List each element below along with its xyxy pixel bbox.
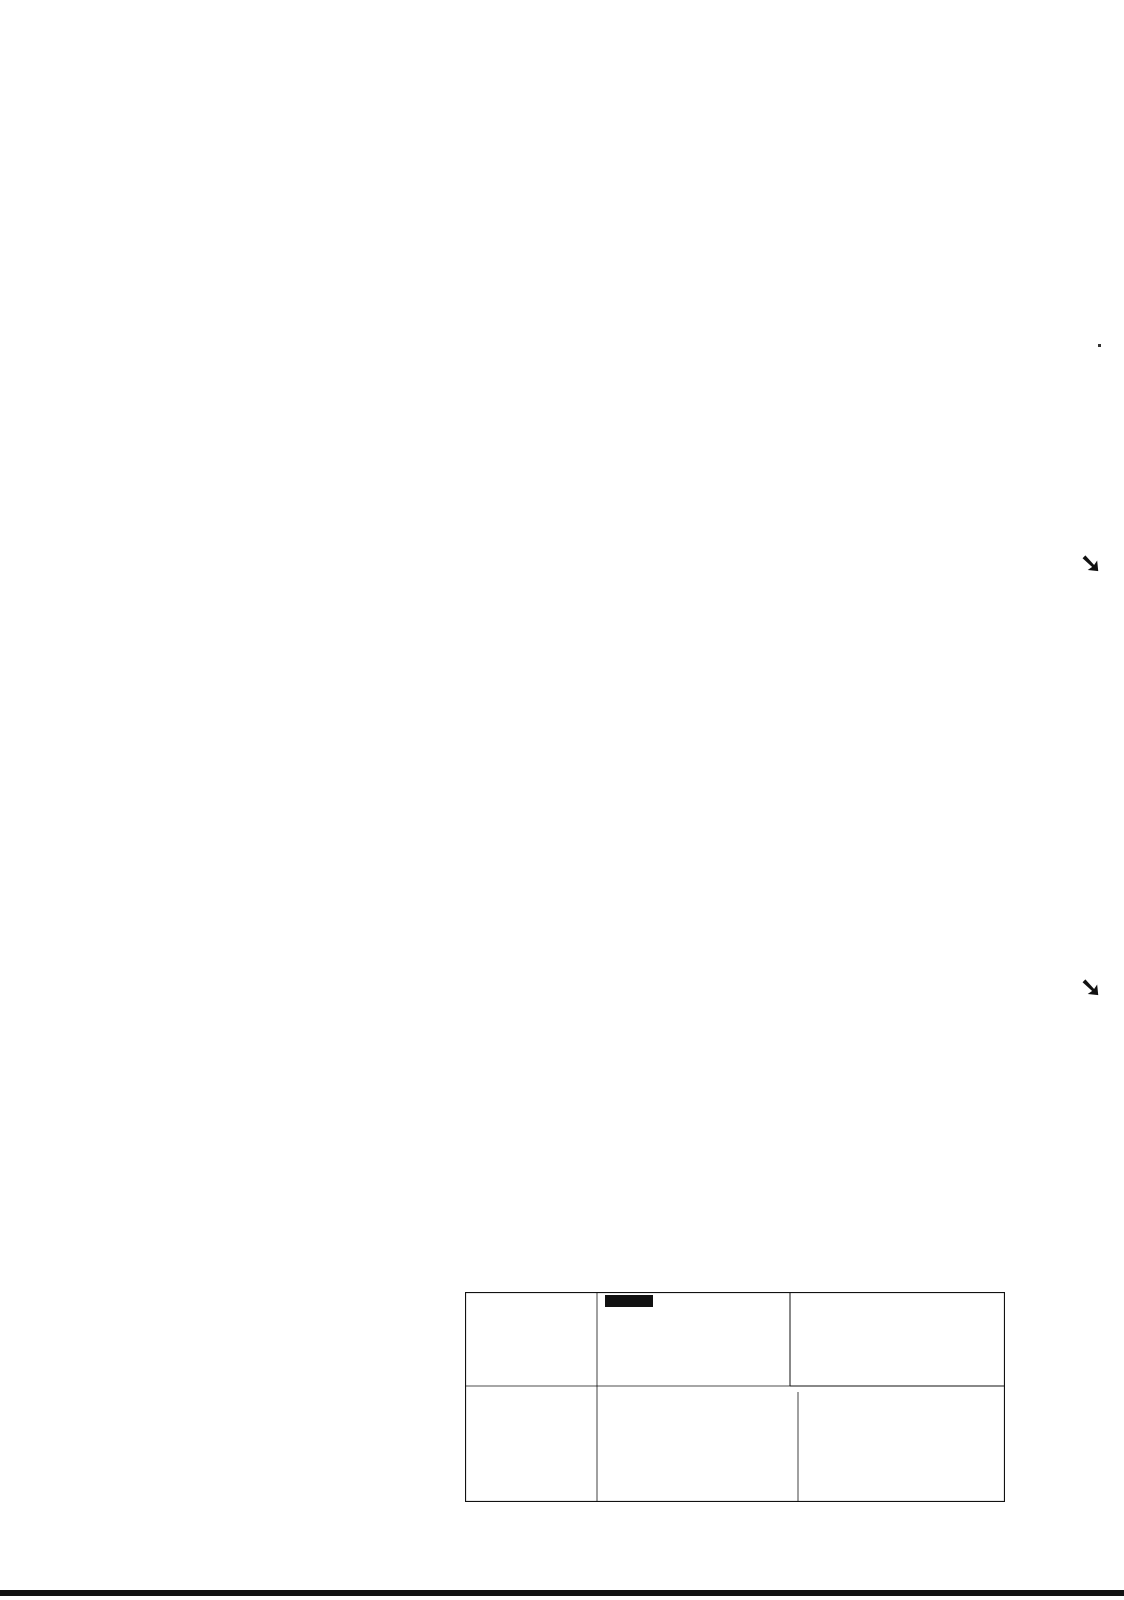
binding-mark-icon: ➘ — [1080, 548, 1102, 578]
manual-badge — [605, 1295, 653, 1307]
right-column — [568, 205, 1008, 225]
bottom-rule — [0, 1590, 1124, 1596]
left-column — [86, 205, 518, 235]
panel-outline — [466, 1293, 1005, 1502]
synth-panel-diagram — [465, 1292, 1005, 1502]
binding-mark-icon: ➘ — [1080, 972, 1102, 1002]
speck — [1098, 344, 1101, 347]
